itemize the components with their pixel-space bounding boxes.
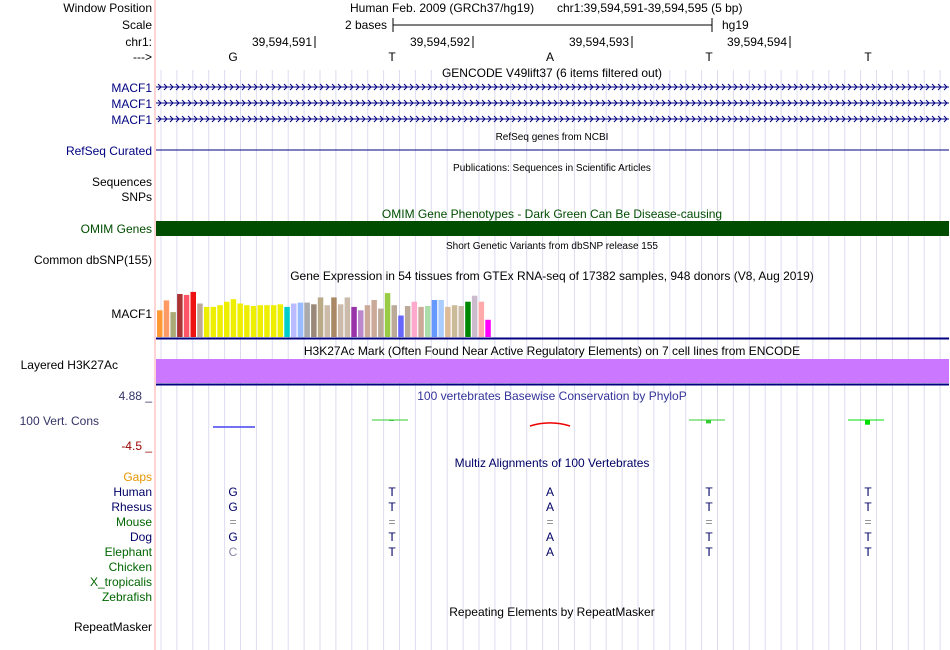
- species-label[interactable]: Rhesus: [111, 500, 152, 514]
- publications-title: Publications: Sequences in Scientific Articles: [453, 163, 651, 174]
- gtex-tissue-bar[interactable]: [231, 299, 237, 337]
- multiz-row-mouse[interactable]: [116, 515, 872, 529]
- alignment-base: T: [864, 545, 872, 559]
- gencode-transcripts[interactable]: [156, 84, 949, 122]
- assembly-text: Human Feb. 2009 (GRCh37/hg19): [350, 1, 535, 15]
- alignment-base: =: [705, 515, 713, 529]
- gencode-transcript-1[interactable]: [156, 84, 949, 90]
- h3k27ac-title: H3K27Ac Mark (Often Found Near Active Regulatory Elements) on 7 cell lines from ENCODE: [303, 344, 801, 358]
- alignment-base: A: [545, 545, 555, 559]
- gtex-tissue-bar[interactable]: [244, 305, 250, 337]
- multiz-row-human[interactable]: [113, 485, 872, 499]
- gtex-tissue-bar[interactable]: [251, 306, 256, 337]
- species-label[interactable]: Chicken: [108, 560, 152, 574]
- multiz-row-x_tropicalis[interactable]: [90, 575, 152, 589]
- gtex-tissue-bar[interactable]: [351, 307, 357, 337]
- multiz-row-dog[interactable]: [130, 530, 872, 544]
- gtex-tissue-bar[interactable]: [338, 304, 344, 337]
- gtex-tissue-bar[interactable]: [164, 300, 170, 337]
- gtex-tissue-bar[interactable]: [479, 302, 485, 337]
- cons-title: 100 vertebrates Basewise Conservation by PhyloP: [417, 389, 687, 403]
- gtex-tissue-bar[interactable]: [170, 312, 176, 337]
- species-label[interactable]: Zebrafish: [101, 590, 152, 604]
- omim-phenotype-bar[interactable]: [156, 221, 949, 236]
- species-label[interactable]: Elephant: [104, 545, 152, 559]
- alignment-base: G: [228, 485, 238, 499]
- gtex-tissue-bar[interactable]: [191, 292, 197, 337]
- cons-max-label: 4.88 _: [118, 389, 152, 403]
- gtex-tissue-bar[interactable]: [211, 307, 217, 337]
- gtex-tissue-bar[interactable]: [392, 305, 398, 337]
- gtex-tissue-bar[interactable]: [445, 307, 451, 337]
- gtex-tissue-bar[interactable]: [217, 305, 223, 337]
- dbsnp-label[interactable]: Common dbSNP(155): [33, 253, 152, 267]
- gtex-tissue-bar[interactable]: [398, 316, 404, 338]
- gtex-tissue-bar[interactable]: [157, 310, 163, 337]
- multiz-row-rhesus[interactable]: [111, 500, 872, 514]
- gtex-tissue-bar[interactable]: [432, 300, 438, 337]
- gtex-tissue-bar[interactable]: [405, 306, 411, 337]
- cons-min-label: -4.5 _: [121, 439, 152, 453]
- alignment-base: T: [705, 530, 713, 544]
- omim-label[interactable]: OMIM Genes: [80, 222, 152, 236]
- chrom-label: chr1:: [125, 35, 152, 49]
- alignment-base: T: [705, 545, 713, 559]
- gtex-tissue-bar[interactable]: [418, 307, 424, 337]
- gtex-tissue-bar[interactable]: [258, 305, 264, 337]
- gtex-tissue-bar[interactable]: [284, 307, 290, 337]
- gtex-tissue-bar[interactable]: [304, 303, 310, 337]
- alignment-base: T: [864, 485, 872, 499]
- gencode-transcript-3[interactable]: [156, 116, 949, 122]
- gencode-label-3[interactable]: MACF1: [111, 113, 152, 127]
- gtex-tissue-bar[interactable]: [184, 295, 190, 337]
- alignment-base: =: [229, 515, 237, 529]
- gtex-tissue-bar[interactable]: [385, 293, 391, 337]
- gtex-tissue-bar[interactable]: [237, 304, 243, 338]
- ruler-ticks: [252, 35, 790, 49]
- snps-label[interactable]: SNPs: [121, 190, 152, 204]
- alignment-base: T: [388, 485, 396, 499]
- gtex-tissue-bar[interactable]: [177, 294, 183, 337]
- gtex-title: Gene Expression in 54 tissues from GTEx RNA-seq of 17382 samples, 948 donors (V8, Aug 2019): [290, 269, 814, 283]
- gtex-tissue-bar[interactable]: [465, 302, 471, 337]
- multiz-row-zebrafish[interactable]: [102, 590, 152, 604]
- ruler-tick-label: 39,594,592: [409, 35, 470, 49]
- gtex-tissue-bar[interactable]: [425, 306, 431, 337]
- alignment-base: G: [228, 530, 238, 544]
- scale-value: 2 bases: [345, 18, 388, 32]
- alignment-base: A: [545, 485, 555, 499]
- alignment-base: =: [864, 515, 872, 529]
- gtex-tissue-bar[interactable]: [311, 304, 317, 337]
- alignment-base: T: [388, 530, 396, 544]
- ruler-base: T: [388, 50, 396, 64]
- gtex-tissue-bar[interactable]: [318, 297, 324, 337]
- alignment-base: A: [545, 530, 555, 544]
- cons-label[interactable]: 100 Vert. Cons: [19, 414, 99, 428]
- repeatmasker-title: Repeating Elements by RepeatMasker: [449, 605, 655, 619]
- h3k27ac-label[interactable]: Layered H3K27Ac: [20, 358, 118, 372]
- refseq-label[interactable]: RefSeq Curated: [65, 144, 152, 158]
- species-label[interactable]: X_tropicalis: [89, 575, 152, 589]
- gtex-tissue-bar[interactable]: [345, 297, 351, 337]
- ruler-bases: [228, 50, 872, 64]
- alignment-base: T: [388, 500, 396, 514]
- ruler-tick-label: 39,594,591: [251, 35, 312, 49]
- ruler-tick-label: 39,594,593: [568, 35, 629, 49]
- gtex-label[interactable]: MACF1: [111, 307, 152, 321]
- gtex-tissue-bar[interactable]: [485, 320, 491, 337]
- gtex-expression-bars[interactable]: [157, 292, 491, 337]
- gtex-tissue-bar[interactable]: [371, 300, 377, 337]
- alignment-base: T: [388, 545, 396, 559]
- phylop-score[interactable]: [530, 423, 570, 426]
- gencode-label-1[interactable]: MACF1: [111, 81, 152, 95]
- dbsnp-title: Short Genetic Variants from dbSNP release 155: [446, 241, 658, 252]
- multiz-row-elephant[interactable]: [105, 545, 873, 559]
- gencode-label-2[interactable]: MACF1: [111, 97, 152, 111]
- gencode-transcript-2[interactable]: [156, 100, 949, 106]
- gencode-title: GENCODE V49lift37 (6 items filtered out): [441, 66, 663, 80]
- refseq-title: RefSeq genes from NCBI: [495, 132, 609, 143]
- phylop-scores[interactable]: [213, 420, 884, 427]
- phylop-score[interactable]: [372, 420, 408, 421]
- sequences-label[interactable]: Sequences: [91, 175, 152, 189]
- alignment-base: C: [228, 545, 238, 559]
- alignment-base: =: [388, 515, 396, 529]
- alignment-base: T: [705, 485, 713, 499]
- ruler-base: G: [228, 50, 238, 64]
- multiz-alignment[interactable]: [90, 485, 872, 604]
- species-label[interactable]: Dog: [129, 530, 152, 544]
- scale-bar: [393, 18, 712, 32]
- alignment-base: G: [228, 500, 238, 514]
- ruler-base: T: [864, 50, 872, 64]
- gtex-tissue-bar[interactable]: [331, 297, 337, 337]
- gtex-tissue-bar[interactable]: [224, 302, 230, 337]
- ruler-base: T: [705, 50, 713, 64]
- alignment-base: T: [864, 500, 872, 514]
- species-label[interactable]: Human: [113, 485, 152, 499]
- gtex-tissue-bar[interactable]: [452, 305, 458, 337]
- phylop-score[interactable]: [689, 420, 725, 423]
- phylop-score[interactable]: [848, 420, 884, 425]
- gtex-tissue-bar[interactable]: [298, 303, 304, 337]
- ruler-tick-label: 39,594,594: [726, 35, 787, 49]
- gtex-tissue-bar[interactable]: [264, 305, 270, 337]
- gtex-tissue-bar[interactable]: [278, 304, 284, 337]
- scale-label: Scale: [121, 18, 152, 32]
- gtex-tissue-bar[interactable]: [291, 304, 297, 338]
- gtex-tissue-bar[interactable]: [378, 309, 384, 337]
- strand-label: --->: [133, 50, 152, 64]
- gtex-tissue-bar[interactable]: [365, 305, 371, 337]
- gtex-tissue-bar[interactable]: [438, 300, 444, 337]
- omim-title: OMIM Gene Phenotypes - Dark Green Can Be Disease-causing: [381, 207, 723, 221]
- alignment-base: =: [546, 515, 554, 529]
- gtex-tissue-bar[interactable]: [325, 305, 331, 337]
- species-label[interactable]: Mouse: [115, 515, 152, 529]
- ruler-base: A: [545, 50, 555, 64]
- gtex-tissue-bar[interactable]: [472, 296, 478, 337]
- gtex-tissue-bar[interactable]: [197, 304, 203, 338]
- window-position-label: Window Position: [63, 1, 152, 15]
- multiz-title: Multiz Alignments of 100 Vertebrates: [454, 456, 650, 470]
- gtex-tissue-bar[interactable]: [459, 306, 465, 337]
- h3k27ac-signal[interactable]: [156, 359, 949, 383]
- gtex-tissue-bar[interactable]: [412, 302, 418, 337]
- gaps-label[interactable]: Gaps: [123, 470, 152, 484]
- alignment-base: T: [864, 530, 872, 544]
- multiz-row-chicken[interactable]: [109, 560, 152, 574]
- gtex-tissue-bar[interactable]: [204, 307, 210, 337]
- alignment-base: A: [545, 500, 555, 514]
- alignment-base: T: [705, 500, 713, 514]
- gtex-tissue-bar[interactable]: [271, 305, 277, 337]
- db-label: hg19: [722, 18, 749, 32]
- gtex-tissue-bar[interactable]: [358, 310, 364, 337]
- repeatmasker-label[interactable]: RepeatMasker: [73, 620, 152, 634]
- position-text: chr1:39,594,591-39,594,595 (5 bp): [557, 1, 743, 15]
